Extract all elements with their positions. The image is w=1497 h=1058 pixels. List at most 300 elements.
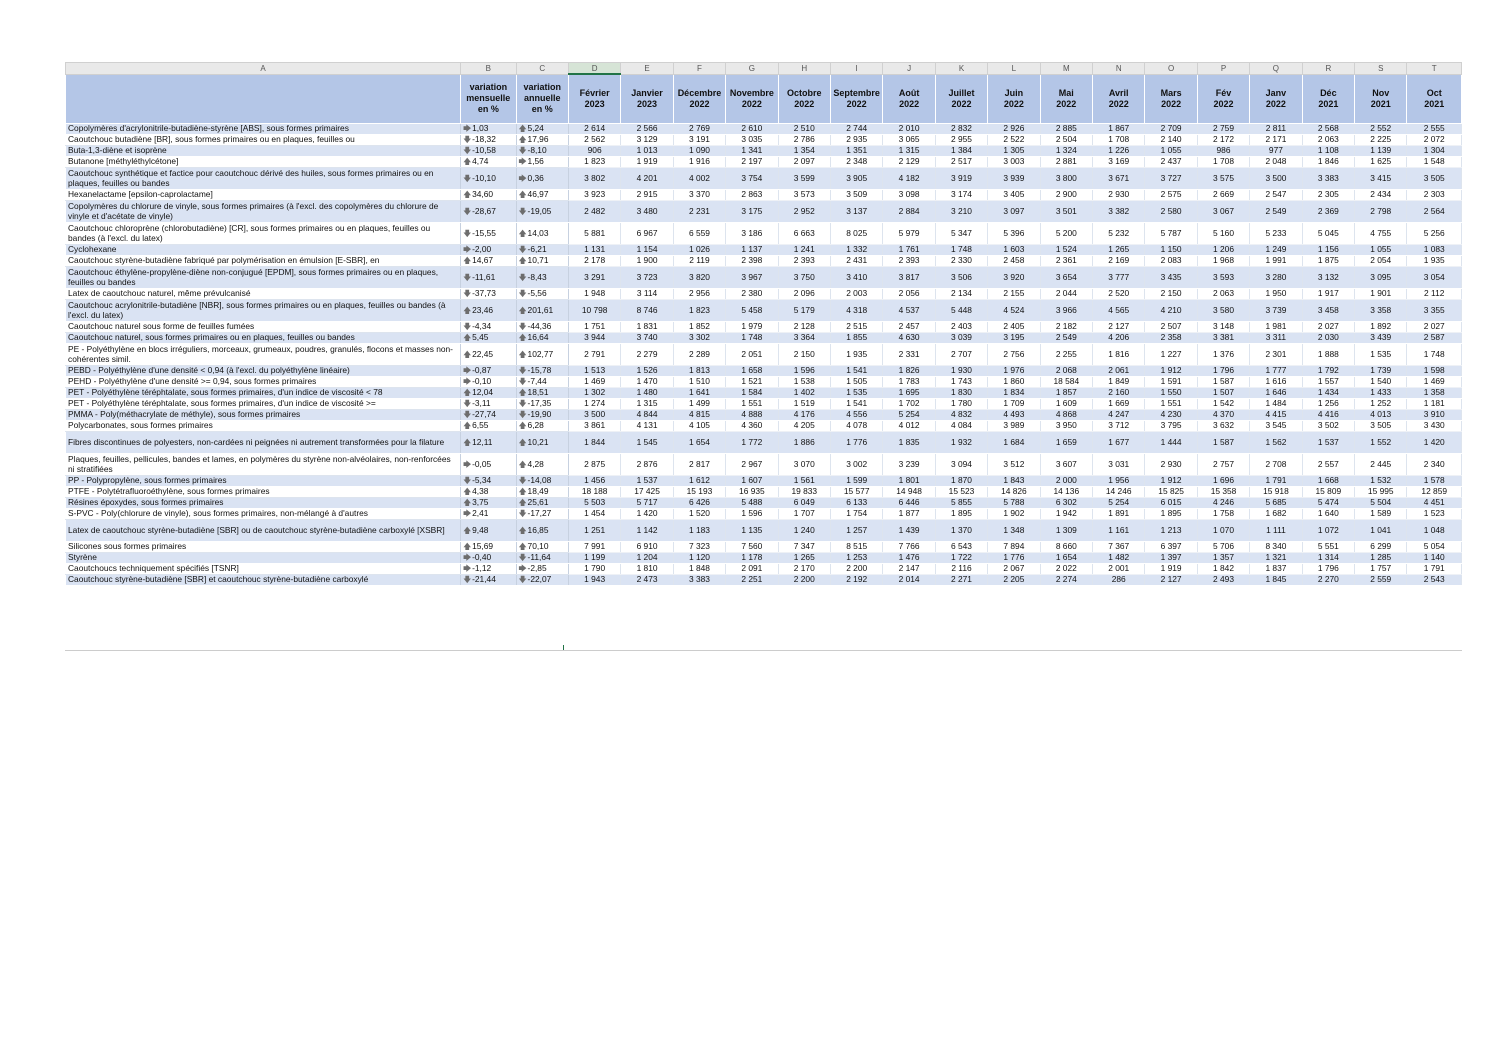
value-cell[interactable]: 5 685	[1250, 498, 1302, 509]
value-cell[interactable]: 1 596	[726, 509, 778, 520]
value-cell[interactable]: 17 425	[621, 487, 673, 498]
value-cell[interactable]: 1 860	[988, 377, 1040, 388]
value-cell[interactable]: 1 707	[778, 509, 830, 520]
value-cell[interactable]: 1 599	[830, 476, 882, 487]
value-cell[interactable]: 1 324	[1040, 146, 1092, 157]
value-cell[interactable]: 2 001	[1093, 564, 1145, 575]
monthly-variation-cell[interactable]	[461, 223, 516, 245]
value-cell[interactable]: 1 748	[935, 245, 987, 256]
value-cell[interactable]: 5 881	[568, 223, 620, 245]
value-cell[interactable]: 1 332	[830, 245, 882, 256]
value-cell[interactable]: 1 758	[1197, 509, 1249, 520]
value-cell[interactable]: 1 917	[1302, 289, 1354, 300]
value-cell[interactable]: 5 503	[568, 498, 620, 509]
value-cell[interactable]: 3 545	[1250, 421, 1302, 432]
value-cell[interactable]: 6 559	[673, 223, 725, 245]
value-cell[interactable]: 1 265	[778, 553, 830, 564]
value-cell[interactable]: 2 403	[935, 322, 987, 333]
value-cell[interactable]: 2 200	[830, 564, 882, 575]
value-cell[interactable]: 1 519	[778, 399, 830, 410]
value-cell[interactable]: 1 048	[1407, 520, 1462, 542]
value-cell[interactable]: 3 754	[726, 168, 778, 190]
column-header-h[interactable]: H	[778, 63, 830, 75]
value-cell[interactable]: 1 791	[1250, 476, 1302, 487]
value-cell[interactable]: 3 820	[673, 267, 725, 289]
value-cell[interactable]: 3 094	[935, 454, 987, 476]
value-cell[interactable]: 2 169	[1093, 256, 1145, 267]
value-cell[interactable]: 1 846	[1302, 157, 1354, 168]
annual-variation-cell[interactable]	[516, 366, 568, 377]
value-cell[interactable]: 1 748	[726, 333, 778, 344]
value-cell[interactable]: 1 761	[883, 245, 935, 256]
value-cell[interactable]: 2 178	[568, 256, 620, 267]
row-label-cell[interactable]: Copolymères du chlorure de vinyle, sous formes primaires (à l'excl. des copolymères du chlorure de vinyle et d'acétate de vinyle)	[66, 201, 461, 223]
column-header-f[interactable]: F	[673, 63, 725, 75]
value-cell[interactable]: 4 201	[621, 168, 673, 190]
value-cell[interactable]: 3 740	[621, 333, 673, 344]
value-cell[interactable]: 2 200	[778, 575, 830, 586]
value-cell[interactable]: 2 547	[1250, 190, 1302, 201]
value-cell[interactable]: 4 524	[988, 300, 1040, 322]
annual-variation-cell[interactable]	[516, 190, 568, 201]
value-cell[interactable]: 1 557	[1302, 377, 1354, 388]
value-cell[interactable]: 1 538	[778, 377, 830, 388]
value-cell[interactable]: 2 557	[1302, 454, 1354, 476]
value-cell[interactable]: 2 279	[621, 344, 673, 366]
value-cell[interactable]: 1 351	[830, 146, 882, 157]
value-cell[interactable]: 5 706	[1197, 542, 1249, 553]
value-cell[interactable]: 7 991	[568, 542, 620, 553]
column-header-l[interactable]: L	[988, 63, 1040, 75]
value-cell[interactable]: 1 589	[1355, 509, 1407, 520]
value-cell[interactable]: 3 712	[1093, 421, 1145, 432]
value-cell[interactable]: 1 041	[1355, 520, 1407, 542]
value-cell[interactable]: 2 128	[778, 322, 830, 333]
value-cell[interactable]: 1 480	[621, 388, 673, 399]
value-cell[interactable]: 4 002	[673, 168, 725, 190]
value-cell[interactable]: 2 614	[568, 124, 620, 135]
value-cell[interactable]: 2 000	[1040, 476, 1092, 487]
value-cell[interactable]: 3 920	[988, 267, 1040, 289]
value-cell[interactable]: 4 084	[935, 421, 987, 432]
annual-variation-cell[interactable]	[516, 124, 568, 135]
value-cell[interactable]: 5 179	[778, 300, 830, 322]
annual-variation-cell[interactable]	[516, 201, 568, 223]
value-cell[interactable]: 1 521	[726, 377, 778, 388]
value-cell[interactable]: 4 210	[1145, 300, 1197, 322]
column-header-j[interactable]: J	[883, 63, 935, 75]
value-cell[interactable]: 1 658	[726, 366, 778, 377]
value-cell[interactable]: 7 894	[988, 542, 1040, 553]
value-cell[interactable]: 4 012	[883, 421, 935, 432]
column-header-b[interactable]: B	[461, 63, 516, 75]
monthly-variation-cell[interactable]	[461, 289, 516, 300]
monthly-variation-cell[interactable]	[461, 432, 516, 454]
value-cell[interactable]: 4 318	[830, 300, 882, 322]
value-cell[interactable]: 1 505	[830, 377, 882, 388]
annual-variation-cell[interactable]	[516, 553, 568, 564]
value-cell[interactable]: 3 458	[1302, 300, 1354, 322]
column-header-q[interactable]: Q	[1250, 63, 1302, 75]
value-cell[interactable]: 14 826	[988, 487, 1040, 498]
value-cell[interactable]: 7 323	[673, 542, 725, 553]
value-cell[interactable]: 4 888	[726, 410, 778, 421]
value-cell[interactable]: 3 067	[1197, 201, 1249, 223]
value-cell[interactable]: 1 930	[935, 366, 987, 377]
value-cell[interactable]: 3 430	[1407, 421, 1462, 432]
value-cell[interactable]: 2 072	[1407, 135, 1462, 146]
value-cell[interactable]: 1 240	[778, 520, 830, 542]
value-cell[interactable]: 1 948	[568, 289, 620, 300]
value-cell[interactable]: 5 054	[1407, 542, 1462, 553]
value-cell[interactable]: 2 393	[883, 256, 935, 267]
value-cell[interactable]: 1 357	[1197, 553, 1249, 564]
monthly-variation-cell[interactable]	[461, 476, 516, 487]
annual-variation-cell[interactable]	[516, 300, 568, 322]
monthly-variation-cell[interactable]	[461, 487, 516, 498]
value-cell[interactable]: 4 556	[830, 410, 882, 421]
header-month-4[interactable]	[778, 74, 830, 124]
value-cell[interactable]: 3 861	[568, 421, 620, 432]
value-cell[interactable]: 7 367	[1093, 542, 1145, 553]
annual-variation-cell[interactable]	[516, 421, 568, 432]
row-label-cell[interactable]: PET - Polyéthylène téréphtalate, sous formes primaires, d'un indice de viscosité < 78	[66, 388, 461, 399]
annual-variation-cell[interactable]	[516, 333, 568, 344]
value-cell[interactable]: 1 919	[621, 157, 673, 168]
value-cell[interactable]: 1 140	[1407, 553, 1462, 564]
value-cell[interactable]: 2 140	[1145, 135, 1197, 146]
value-cell[interactable]: 3 003	[988, 157, 1040, 168]
value-cell[interactable]: 3 410	[830, 267, 882, 289]
value-cell[interactable]: 1 252	[1355, 399, 1407, 410]
value-cell[interactable]: 3 370	[673, 190, 725, 201]
monthly-variation-cell[interactable]	[461, 300, 516, 322]
value-cell[interactable]: 1 790	[568, 564, 620, 575]
row-label-cell[interactable]: Latex de caoutchouc styrène-butadiène [SBR] ou de caoutchouc styrène-butadiène carboxylé [XSBR]	[66, 520, 461, 542]
value-cell[interactable]: 1 384	[935, 146, 987, 157]
value-cell[interactable]: 2 744	[830, 124, 882, 135]
value-cell[interactable]: 1 454	[568, 509, 620, 520]
header-month-14[interactable]	[1302, 74, 1354, 124]
value-cell[interactable]: 2 552	[1355, 124, 1407, 135]
value-cell[interactable]: 1 137	[726, 245, 778, 256]
value-cell[interactable]: 4 370	[1197, 410, 1249, 421]
value-cell[interactable]: 2 543	[1407, 575, 1462, 586]
value-cell[interactable]: 2 955	[935, 135, 987, 146]
annual-variation-cell[interactable]	[516, 146, 568, 157]
value-cell[interactable]: 1 843	[988, 476, 1040, 487]
value-cell[interactable]: 1 702	[883, 399, 935, 410]
value-cell[interactable]: 2 709	[1145, 124, 1197, 135]
value-cell[interactable]: 19 833	[778, 487, 830, 498]
value-cell[interactable]: 1 587	[1197, 377, 1249, 388]
row-label-cell[interactable]: Caoutchouc acrylonitrile-butadiène [NBR], sous formes primaires ou en plaques, feuilles ou bandes (à l'excl. du latex)	[66, 300, 461, 322]
value-cell[interactable]: 2 160	[1093, 388, 1145, 399]
value-cell[interactable]: 2 225	[1355, 135, 1407, 146]
annual-variation-cell[interactable]	[516, 245, 568, 256]
value-cell[interactable]: 2 510	[778, 124, 830, 135]
value-cell[interactable]: 2 380	[726, 289, 778, 300]
value-cell[interactable]: 3 580	[1197, 300, 1249, 322]
value-cell[interactable]: 1 348	[988, 520, 1040, 542]
value-cell[interactable]: 3 054	[1407, 267, 1462, 289]
value-cell[interactable]: 2 517	[935, 157, 987, 168]
value-cell[interactable]: 2 134	[935, 289, 987, 300]
value-cell[interactable]: 2 301	[1250, 344, 1302, 366]
monthly-variation-cell[interactable]	[461, 366, 516, 377]
value-cell[interactable]: 3 506	[935, 267, 987, 289]
value-cell[interactable]: 1 072	[1302, 520, 1354, 542]
value-cell[interactable]: 1 708	[1093, 135, 1145, 146]
column-header-n[interactable]: N	[1093, 63, 1145, 75]
row-label-cell[interactable]: PEHD - Polyéthylène d'une densité >= 0,94, sous formes primaires	[66, 377, 461, 388]
value-cell[interactable]: 3 802	[568, 168, 620, 190]
value-cell[interactable]: 1 870	[935, 476, 987, 487]
value-cell[interactable]: 5 717	[621, 498, 673, 509]
value-cell[interactable]: 1 370	[935, 520, 987, 542]
value-cell[interactable]: 1 603	[988, 245, 1040, 256]
header-month-16[interactable]	[1407, 74, 1462, 124]
monthly-variation-cell[interactable]	[461, 410, 516, 421]
header-month-8[interactable]	[988, 74, 1040, 124]
value-cell[interactable]: 2 398	[726, 256, 778, 267]
value-cell[interactable]: 1 796	[1197, 366, 1249, 377]
header-month-2[interactable]	[673, 74, 725, 124]
value-cell[interactable]: 2 083	[1145, 256, 1197, 267]
value-cell[interactable]: 1 845	[1250, 575, 1302, 586]
value-cell[interactable]: 5 396	[988, 223, 1040, 245]
value-cell[interactable]: 1 888	[1302, 344, 1354, 366]
row-label-cell[interactable]: Silicones sous formes primaires	[66, 542, 461, 553]
value-cell[interactable]: 1 641	[673, 388, 725, 399]
value-cell[interactable]: 1 950	[1250, 289, 1302, 300]
header-month-3[interactable]	[726, 74, 778, 124]
value-cell[interactable]: 2 555	[1407, 124, 1462, 135]
row-label-cell[interactable]: Résines époxydes, sous formes primaires	[66, 498, 461, 509]
value-cell[interactable]: 3 599	[778, 168, 830, 190]
value-cell[interactable]: 2 562	[568, 135, 620, 146]
value-cell[interactable]: 1 722	[935, 553, 987, 564]
value-cell[interactable]: 1 226	[1093, 146, 1145, 157]
column-header-s[interactable]: S	[1355, 63, 1407, 75]
value-cell[interactable]: 1 669	[1093, 399, 1145, 410]
value-cell[interactable]: 4 247	[1093, 410, 1145, 421]
value-cell[interactable]: 2 798	[1355, 201, 1407, 223]
value-cell[interactable]: 2 197	[726, 157, 778, 168]
value-cell[interactable]: 3 382	[1093, 201, 1145, 223]
value-cell[interactable]: 3 654	[1040, 267, 1092, 289]
value-cell[interactable]: 4 176	[778, 410, 830, 421]
value-cell[interactable]: 6 663	[778, 223, 830, 245]
value-cell[interactable]: 1 668	[1302, 476, 1354, 487]
value-cell[interactable]: 5 254	[1093, 498, 1145, 509]
monthly-variation-cell[interactable]	[461, 542, 516, 553]
value-cell[interactable]: 1 826	[883, 366, 935, 377]
value-cell[interactable]: 2 067	[988, 564, 1040, 575]
monthly-variation-cell[interactable]	[461, 146, 516, 157]
row-label-cell[interactable]: PTFE - Polytétrafluoroéthylène, sous formes primaires	[66, 487, 461, 498]
annual-variation-cell[interactable]	[516, 388, 568, 399]
value-cell[interactable]: 1 976	[988, 366, 1040, 377]
row-label-cell[interactable]: Copolymères d'acrylonitrile-butadiène-styrène [ABS], sous formes primaires	[66, 124, 461, 135]
value-cell[interactable]: 3 573	[778, 190, 830, 201]
value-cell[interactable]: 3 383	[1302, 168, 1354, 190]
annual-variation-cell[interactable]	[516, 487, 568, 498]
value-cell[interactable]: 2 507	[1145, 322, 1197, 333]
value-cell[interactable]: 18 188	[568, 487, 620, 498]
value-cell[interactable]: 3 039	[935, 333, 987, 344]
value-cell[interactable]: 2 900	[1040, 190, 1092, 201]
value-cell[interactable]: 2 150	[1145, 289, 1197, 300]
value-cell[interactable]: 1 090	[673, 146, 725, 157]
value-cell[interactable]: 1 625	[1355, 157, 1407, 168]
value-cell[interactable]: 1 083	[1407, 245, 1462, 256]
value-cell[interactable]: 986	[1197, 146, 1249, 157]
value-cell[interactable]: 2 027	[1407, 322, 1462, 333]
value-cell[interactable]: 1 499	[673, 399, 725, 410]
value-cell[interactable]: 1 314	[1302, 553, 1354, 564]
value-cell[interactable]: 2 251	[726, 575, 778, 586]
value-cell[interactable]: 3 137	[830, 201, 882, 223]
value-cell[interactable]: 2 127	[1093, 322, 1145, 333]
value-cell[interactable]: 1 537	[1302, 432, 1354, 454]
header-month-6[interactable]	[883, 74, 935, 124]
value-cell[interactable]: 18 584	[1040, 377, 1092, 388]
value-cell[interactable]: 3 950	[1040, 421, 1092, 432]
value-cell[interactable]: 2 127	[1145, 575, 1197, 586]
value-cell[interactable]: 10 798	[568, 300, 620, 322]
value-cell[interactable]: 1 315	[621, 399, 673, 410]
value-cell[interactable]: 2 566	[621, 124, 673, 135]
value-cell[interactable]: 2 952	[778, 201, 830, 223]
value-cell[interactable]: 2 030	[1302, 333, 1354, 344]
value-cell[interactable]: 1 420	[621, 509, 673, 520]
value-cell[interactable]: 1 341	[726, 146, 778, 157]
value-cell[interactable]: 1 535	[830, 388, 882, 399]
annual-variation-cell[interactable]	[516, 509, 568, 520]
value-cell[interactable]: 3 186	[726, 223, 778, 245]
annual-variation-cell[interactable]	[516, 476, 568, 487]
value-cell[interactable]: 7 766	[883, 542, 935, 553]
value-cell[interactable]: 1 434	[1302, 388, 1354, 399]
header-month-15[interactable]	[1355, 74, 1407, 124]
value-cell[interactable]: 1 265	[1093, 245, 1145, 256]
value-cell[interactable]: 1 540	[1355, 377, 1407, 388]
value-cell[interactable]: 1 912	[1145, 476, 1197, 487]
value-cell[interactable]: 2 155	[988, 289, 1040, 300]
value-cell[interactable]: 3 923	[568, 190, 620, 201]
value-cell[interactable]: 1 867	[1093, 124, 1145, 135]
value-cell[interactable]: 2 271	[935, 575, 987, 586]
row-label-cell[interactable]: Plaques, feuilles, pellicules, bandes et lames, en polymères du styrène non-alvéolaires, non-renforcées ni stratifiées	[66, 454, 461, 476]
value-cell[interactable]: 1 256	[1302, 399, 1354, 410]
value-cell[interactable]: 1 204	[621, 553, 673, 564]
value-cell[interactable]: 1 251	[568, 520, 620, 542]
value-cell[interactable]: 1 875	[1302, 256, 1354, 267]
value-cell[interactable]: 3 129	[621, 135, 673, 146]
value-cell[interactable]: 1 055	[1145, 146, 1197, 157]
value-cell[interactable]: 1 935	[830, 344, 882, 366]
value-cell[interactable]: 1 616	[1250, 377, 1302, 388]
value-cell[interactable]: 15 918	[1250, 487, 1302, 498]
value-cell[interactable]: 1 315	[883, 146, 935, 157]
value-cell[interactable]: 2 270	[1302, 575, 1354, 586]
value-cell[interactable]: 1 919	[1145, 564, 1197, 575]
column-header-r[interactable]: R	[1302, 63, 1354, 75]
value-cell[interactable]: 2 708	[1250, 454, 1302, 476]
annual-variation-cell[interactable]	[516, 223, 568, 245]
value-cell[interactable]: 1 304	[1407, 146, 1462, 157]
value-cell[interactable]: 1 587	[1197, 432, 1249, 454]
value-cell[interactable]: 1 541	[830, 399, 882, 410]
value-cell[interactable]: 2 757	[1197, 454, 1249, 476]
value-cell[interactable]: 2 097	[778, 157, 830, 168]
value-cell[interactable]: 3 383	[673, 575, 725, 586]
value-cell[interactable]: 2 361	[1040, 256, 1092, 267]
value-cell[interactable]: 1 526	[621, 366, 673, 377]
value-cell[interactable]: 6 299	[1355, 542, 1407, 553]
value-cell[interactable]: 3 575	[1197, 168, 1249, 190]
row-label-cell[interactable]: Styrène	[66, 553, 461, 564]
annual-variation-cell[interactable]	[516, 289, 568, 300]
value-cell[interactable]: 3 210	[935, 201, 987, 223]
value-cell[interactable]: 4 416	[1302, 410, 1354, 421]
value-cell[interactable]: 15 577	[830, 487, 882, 498]
value-cell[interactable]: 3 405	[988, 190, 1040, 201]
value-cell[interactable]: 3 505	[1355, 421, 1407, 432]
monthly-variation-cell[interactable]	[461, 201, 516, 223]
annual-variation-cell[interactable]	[516, 542, 568, 553]
value-cell[interactable]: 2 926	[988, 124, 1040, 135]
value-cell[interactable]: 1 659	[1040, 432, 1092, 454]
header-label-cell[interactable]	[66, 74, 461, 124]
value-cell[interactable]: 3 966	[1040, 300, 1092, 322]
value-cell[interactable]: 12 859	[1407, 487, 1462, 498]
value-cell[interactable]: 5 232	[1093, 223, 1145, 245]
value-cell[interactable]: 1 199	[568, 553, 620, 564]
value-cell[interactable]: 2 014	[883, 575, 935, 586]
value-cell[interactable]: 2 580	[1145, 201, 1197, 223]
value-cell[interactable]: 1 849	[1093, 377, 1145, 388]
value-cell[interactable]: 2 445	[1355, 454, 1407, 476]
row-label-cell[interactable]: Buta-1,3-diène et isoprène	[66, 146, 461, 157]
value-cell[interactable]: 1 013	[621, 146, 673, 157]
value-cell[interactable]: 1 439	[883, 520, 935, 542]
value-cell[interactable]: 1 895	[935, 509, 987, 520]
value-cell[interactable]: 2 231	[673, 201, 725, 223]
value-cell[interactable]: 3 191	[673, 135, 725, 146]
value-cell[interactable]: 2 405	[988, 322, 1040, 333]
value-cell[interactable]: 1 607	[726, 476, 778, 487]
value-cell[interactable]: 1 537	[621, 476, 673, 487]
row-label-cell[interactable]: Polycarbonates, sous formes primaires	[66, 421, 461, 432]
value-cell[interactable]: 8 515	[830, 542, 882, 553]
header-month-0[interactable]	[568, 74, 620, 124]
monthly-variation-cell[interactable]	[461, 575, 516, 586]
header-month-11[interactable]	[1145, 74, 1197, 124]
value-cell[interactable]: 2 876	[621, 454, 673, 476]
value-cell[interactable]: 2 520	[1093, 289, 1145, 300]
value-cell[interactable]: 1 532	[1355, 476, 1407, 487]
value-cell[interactable]: 2 587	[1407, 333, 1462, 344]
value-cell[interactable]: 5 855	[935, 498, 987, 509]
monthly-variation-cell[interactable]	[461, 124, 516, 135]
value-cell[interactable]: 1 596	[778, 366, 830, 377]
value-cell[interactable]: 1 535	[1355, 344, 1407, 366]
value-cell[interactable]: 6 910	[621, 542, 673, 553]
value-cell[interactable]: 3 944	[568, 333, 620, 344]
value-cell[interactable]: 2 875	[568, 454, 620, 476]
